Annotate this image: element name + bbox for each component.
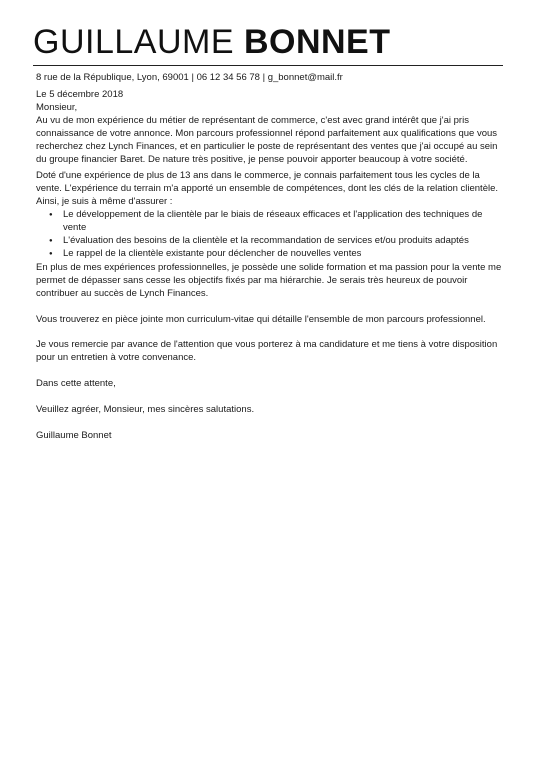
list-item: ● Le rappel de la clientèle existante pour déclencher de nouvelles ventes: [36, 248, 506, 261]
paragraph-training: En plus de mes expériences professionnelles, je possède une solide formation et ma passion pour la vente me permet de dépasser sans cesse les objectifs fixés par ma hiérarchie. Je serais très heureux de pouvoir contribuer au succès de Lynch Finances.: [36, 261, 502, 299]
list-item: ● L'évaluation des besoins de la clientèle et la recommandation de services et/ou produits adaptés: [36, 235, 506, 248]
paragraph-waiting: Dans cette attente,: [36, 378, 116, 390]
skills-list: [36, 209, 506, 261]
letter-date: Le 5 décembre 2018: [36, 89, 124, 100]
salutation: Monsieur,: [36, 101, 78, 113]
applicant-name: [33, 22, 391, 62]
paragraph-thanks: Je vous remercie par avance de l'attention que vous porterez à ma candidature et me tiens à votre disposition pour un entretien à votre convenance.: [36, 339, 498, 364]
closing-formula: Veuillez agréer, Monsieur, mes sincères salutations.: [36, 404, 255, 416]
signature: Guillaume Bonnet: [36, 430, 112, 442]
letter-body: [36, 89, 506, 443]
paragraph-attachment: Vous trouverez en pièce jointe mon curriculum-vitae qui détaille l'ensemble de mon parcours professionnel.: [36, 313, 486, 325]
header-divider: [33, 65, 503, 66]
first-name: GUILLAUME: [33, 23, 234, 61]
contact-line: 8 rue de la République, Lyon, 69001 | 06 12 34 56 78 | g_bonnet@mail.fr: [36, 72, 343, 83]
paragraph-intro: Au vu de mon expérience du métier de représentant de commerce, c'est avec grand intérêt que j'ai pris connaissance de votre annonce. Mon parcours professionnel répond parfaitement aux qualifications que vous recherchez chez Lynch Finances, et en particulier le poste de représentant des ventes que j'ai occupé au sein du groupe financier Baret. De nature très positive, je pense pouvoir apporter beaucoup à votre société.: [36, 114, 498, 165]
list-item: ● Le développement de la clientèle par le biais de réseaux efficaces et l'application des techniques de vente: [36, 209, 506, 235]
paragraph-experience: Doté d'une expérience de plus de 13 ans dans le commerce, je connais parfaitement tous les cycles de la vente. L'expérience du terrain m'a apporté un ensemble de compétences, dont les clés de la relation clientèle. Ainsi, je suis à même d'assurer :: [36, 170, 499, 208]
last-name: BONNET: [243, 23, 391, 61]
